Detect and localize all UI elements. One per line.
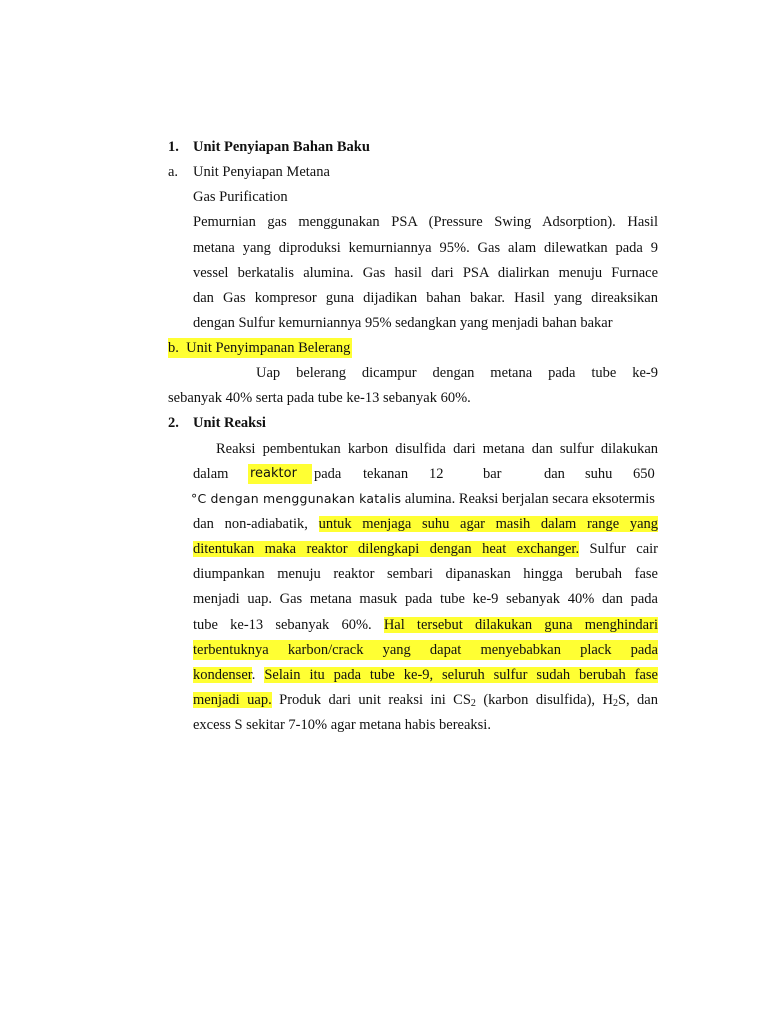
- highlight-fase: Selain itu pada tube ke-9, seluruh sulfur sudah berubah fase: [264, 667, 658, 683]
- paragraph-line-11: menjadi uap. Produk dari unit reaksi ini $CS_2$ (karbon disulfida), $H_2S$, dan: [193, 692, 658, 709]
- word: pada: [314, 466, 342, 482]
- paragraph-line: dan Gas kompresor guna dijadikan bahan bakar. Hasil yang direaksikan: [193, 290, 658, 306]
- word: 12: [429, 466, 444, 482]
- word: tube: [591, 365, 617, 381]
- paragraph-line: Pemurnian gas menggunakan PSA (Pressure Swing Adsorption). Hasil: [193, 214, 658, 230]
- sub-a-letter: a.: [168, 164, 179, 180]
- sub-b-heading: [168, 338, 352, 358]
- section-2-number: 2.: [168, 415, 179, 431]
- paragraph-line-10: kondenser. Selain itu pada tube ke-9, seluruh sulfur sudah berubah fase: [193, 667, 658, 683]
- sub-a-title: Unit Penyiapan Metana: [193, 164, 330, 180]
- word: Uap: [256, 365, 281, 381]
- section-2-title: Unit Reaksi: [193, 415, 266, 431]
- word: suhu: [585, 466, 613, 482]
- paragraph-line: dengan Sulfur kemurniannya 95% sedangkan yang menjadi bahan bakar: [193, 315, 613, 331]
- word: tekanan: [363, 466, 409, 482]
- paragraph-line: excess S sekitar 7-10% agar metana habis bereaksi.: [193, 717, 491, 733]
- paragraph-line-3: °C dengan menggunakan katalis alumina. Reaksi berjalan secara eksotermis: [191, 491, 655, 507]
- highlight-suhu: untuk menjaga suhu agar masih dalam range yang: [318, 516, 658, 532]
- sub-b-line-2: sebanyak 40% serta pada tube ke-13 sebanyak 60%.: [168, 390, 471, 406]
- paragraph-line: menjadi uap. Gas metana masuk pada tube ke-9 sebanyak 40% dan pada: [193, 591, 658, 607]
- paragraph-line-2: [193, 464, 658, 484]
- section-1-number: 1.: [168, 139, 179, 155]
- word: belerang: [296, 365, 346, 381]
- highlight-heat-exchanger: ditentukan maka reaktor dilengkapi dengan heat exchanger.: [193, 541, 580, 557]
- sub-a-subheading: Gas Purification: [193, 189, 288, 205]
- word: ke-9: [632, 365, 658, 381]
- word: dengan: [432, 365, 475, 381]
- paragraph-line: Reaksi pembentukan karbon disulfida dari metana dan sulfur dilakukan: [216, 441, 658, 457]
- paragraph-line-4: dan non-adiabatik, untuk menjaga suhu agar masih dalam range yang: [193, 516, 658, 532]
- word: pada: [548, 365, 576, 381]
- sub-b-letter: b.: [168, 340, 179, 356]
- sub-b-line-1: [256, 363, 658, 383]
- word: dalam: [193, 466, 229, 482]
- word: 650: [633, 466, 655, 482]
- section-1-title: Unit Penyiapan Bahan Baku: [193, 139, 370, 155]
- word: bar: [483, 466, 502, 482]
- paragraph-line: metana yang diproduksi kemurniannya 95%. Gas alam dilewatkan pada 9: [193, 240, 658, 256]
- highlight-menjadi-uap: menjadi uap.: [193, 692, 272, 708]
- paragraph-line-8: tube ke-13 sebanyak 60%. Hal tersebut dilakukan guna menghindari: [193, 617, 658, 633]
- paragraph-line: diumpankan menuju reaktor sembari dipanaskan hingga berubah fase: [193, 566, 658, 582]
- highlight-menghindari: Hal tersebut dilakukan guna menghindari: [383, 617, 658, 633]
- paragraph-line-5: ditentukan maka reaktor dilengkapi dengan heat exchanger. Sulfur cair: [193, 541, 659, 557]
- highlight-kondenser: kondenser: [193, 667, 252, 683]
- highlight-karbon-crack: terbentuknya karbon/crack yang dapat menyebabkan plack pada: [193, 642, 658, 658]
- word: metana: [490, 365, 533, 381]
- sub-b-title: Unit Penyimpanan Belerang: [186, 340, 351, 356]
- paragraph-line: vessel berkatalis alumina. Gas hasil dari PSA dialirkan menuju Furnace: [193, 265, 658, 281]
- degree-run: °C dengan menggunakan katalis: [191, 491, 402, 506]
- word: dan: [544, 466, 565, 482]
- highlight-reaktor: reaktor: [248, 464, 312, 484]
- word: dicampur: [361, 365, 417, 381]
